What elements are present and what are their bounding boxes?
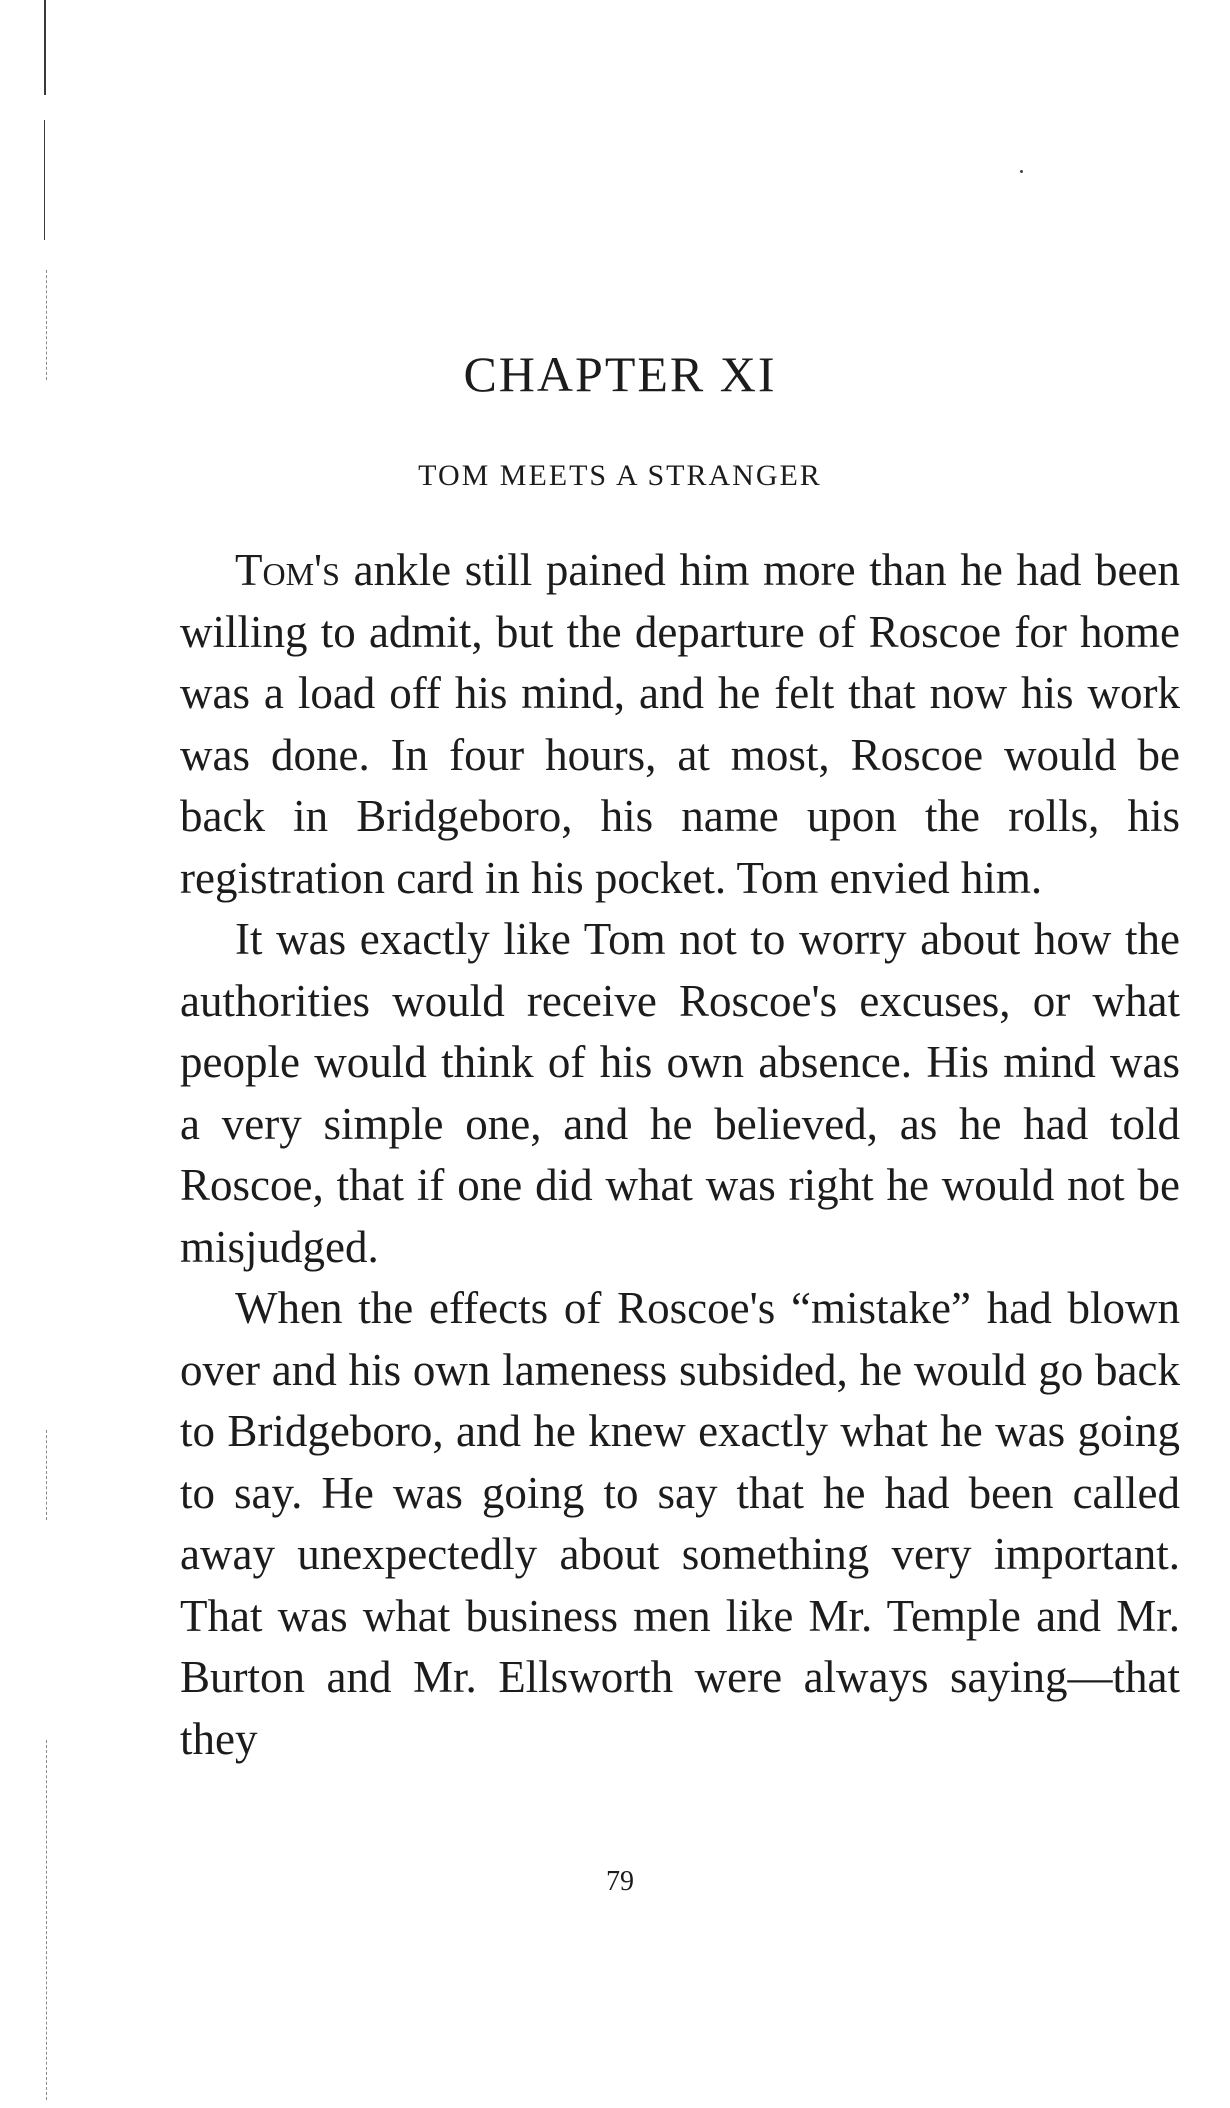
- chapter-body: [180, 540, 1180, 1770]
- paper-speck: [1020, 170, 1023, 173]
- paragraph-text: It was exactly like Tom not to worry about how the authorities would receive Roscoe's excuses, or what people would think of his own absence. His mind was a very simple one, and he believed, as he had told Roscoe, that if one did what was right he would not be misjudged.: [180, 914, 1180, 1272]
- paragraph-text: When the effects of Roscoe's “mistake” had blown over and his own lameness subsided, he would go back to Bridgeboro, and he knew exactly what he was going to say. He was going to say that he had been called away unexpectedly about something very important. That was what business men like Mr. Temple and Mr. Burton and Mr. Ellsworth were always saying—that they: [180, 1283, 1180, 1764]
- scan-edge-line: [44, 120, 45, 240]
- chapter-title: TOM MEETS A STRANGER: [418, 459, 822, 492]
- paragraph: [180, 540, 1180, 909]
- paragraph-lead-word: Tom's: [235, 545, 340, 595]
- page-number: 79: [606, 1866, 634, 1897]
- scan-edge-dash: [46, 1740, 48, 2100]
- chapter-number: CHAPTER XI: [463, 346, 777, 402]
- paragraph: [180, 909, 1180, 1278]
- paragraph-text: ankle still pained him more than he had been willing to admit, but the departure of Roscoe for home was a load off his mind, and he felt that now his work was done. In four hours, at most, Roscoe would be back in Bridgeboro, his name upon the rolls, his registration card in his pocket. Tom envied him.: [180, 545, 1180, 903]
- paragraph: [180, 1278, 1180, 1770]
- scan-edge-line: [44, 0, 46, 95]
- scan-edge-dash: [46, 1430, 48, 1520]
